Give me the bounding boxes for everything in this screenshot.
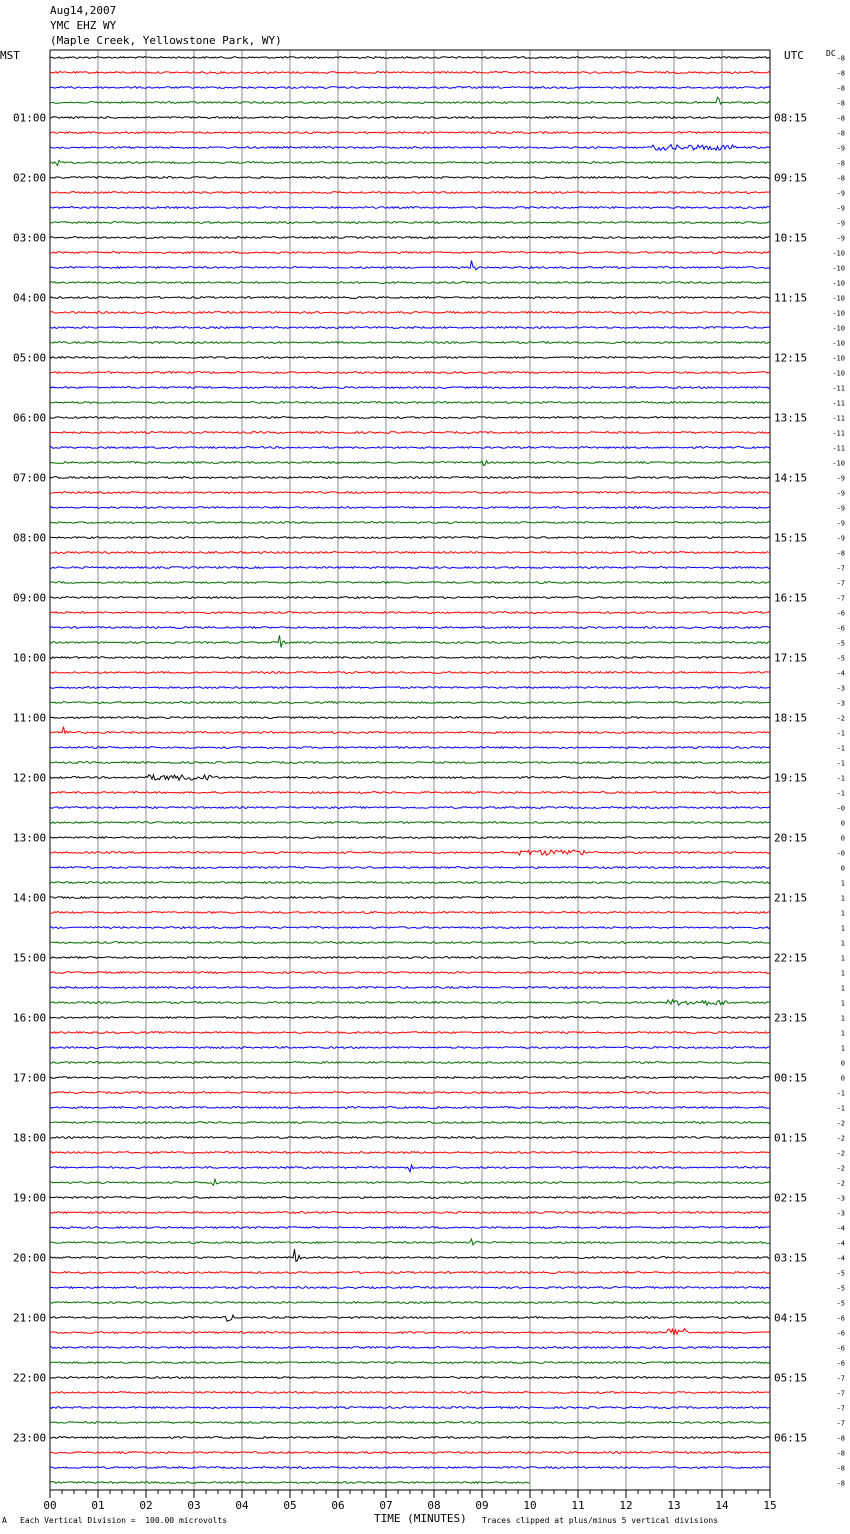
mst-hour-label: 22:00 [13,1371,47,1385]
dc-offset-label: -8 [836,1479,845,1488]
dc-offset-label: -9 [836,204,845,213]
utc-hour-label: 05:15 [774,1371,808,1385]
seismic-trace [50,912,770,914]
dc-offset-label: -4 [836,1254,845,1263]
seismic-trace [50,417,770,419]
seismic-trace [50,1017,770,1019]
dc-offset-label: -9 [836,534,845,543]
dc-offset-label: -5 [836,1269,845,1278]
dc-offset-label: -5 [836,654,845,663]
dc-offset-label: -7 [836,1374,845,1383]
dc-offset-label: -10 [832,369,845,378]
dc-offset-label: -1 [836,1089,845,1098]
utc-hour-label: 06:15 [774,1431,808,1445]
dc-offset-label: -7 [836,1389,845,1398]
utc-hour-label: 01:15 [774,1131,808,1145]
dc-offset-label: 0 [840,864,845,873]
scale-note: Each Vertical Division = 100.00 microvolts [20,1516,228,1525]
dc-offset-label: -1 [836,789,845,798]
mst-hour-label: 10:00 [13,651,47,665]
dc-offset-label: -8 [836,54,845,63]
seismic-trace [50,477,770,479]
utc-hour-label: 16:15 [774,591,808,605]
dc-offset-label: 1 [840,909,845,918]
dc-offset-label: 1 [840,894,845,903]
dc-offset-label: -2 [836,1134,845,1143]
seismic-trace [50,1302,770,1304]
seismic-trace [50,1452,770,1454]
seismic-trace [50,1179,770,1185]
dc-offset-label: -2 [836,1179,845,1188]
dc-offset-label: -8 [836,84,845,93]
mst-hour-label: 12:00 [13,771,47,785]
dc-offset-label: 1 [840,969,845,978]
x-tick-label: 09 [475,1499,489,1512]
seismic-trace [50,1249,770,1261]
utc-hour-label: 04:15 [774,1311,808,1325]
dc-offset-label: -0 [836,849,845,858]
dc-offset-label: -1 [836,744,845,753]
seismic-trace [50,1077,770,1079]
seismic-trace [50,1315,770,1321]
dc-offset-label: -1 [836,1104,845,1113]
mst-hour-label: 09:00 [13,591,47,605]
dc-offset-label: 0 [840,1074,845,1083]
station-code: YMC EHZ WY [50,19,117,32]
x-tick-label: 02 [139,1499,153,1512]
seismic-trace [50,657,770,659]
seismic-trace [50,597,770,599]
utc-hour-label: 08:15 [774,111,808,125]
dc-offset-label: -8 [836,549,845,558]
utc-hour-label: 22:15 [774,951,808,965]
dc-offset-label: -10 [832,339,845,348]
dc-offset-label: -9 [836,219,845,228]
mst-hour-label: 16:00 [13,1011,47,1025]
dc-offset-label: -10 [832,264,845,273]
dc-offset-label: -1 [836,729,845,738]
utc-hour-label: 21:15 [774,891,808,905]
utc-hour-label: 09:15 [774,171,808,185]
seismic-trace [50,850,770,855]
dc-offset-label: -8 [836,174,845,183]
seismic-trace [50,1212,770,1214]
mst-hour-label: 03:00 [13,231,47,245]
dc-offset-label: -10 [832,279,845,288]
seismic-trace [50,687,770,689]
seismic-trace [50,672,770,674]
dc-offset-label: -10 [832,324,845,333]
dc-offset-label: -5 [836,1284,845,1293]
seismic-trace [50,132,770,134]
dc-offset-label: -4 [836,1224,845,1233]
dc-offset-label: -8 [836,1434,845,1443]
seismic-trace [50,1392,770,1394]
dc-offset-label: -7 [836,579,845,588]
seismic-trace [50,237,770,239]
seismic-trace [50,1362,770,1364]
seismic-trace [50,160,770,165]
dc-offset-label: 0 [840,819,845,828]
dc-offset-label: -5 [836,639,845,648]
dc-offset-label: -11 [832,384,845,393]
dc-offset-label: 1 [840,1029,845,1038]
dc-offset-label: -8 [836,99,845,108]
dc-offset-label: -8 [836,159,845,168]
dc-offset-label: 1 [840,939,845,948]
x-tick-label: 08 [427,1499,441,1512]
seismic-trace [50,942,770,944]
seismic-trace [50,867,770,869]
seismic-trace [50,261,770,270]
dc-offset-label: -3 [836,1194,845,1203]
dc-offset-label: 0 [840,834,845,843]
seismic-trace [50,1347,770,1349]
utc-hour-label: 11:15 [774,291,808,305]
dc-offset-label: -7 [836,1404,845,1413]
dc-offset-label: 1 [840,879,845,888]
seismic-trace [50,1329,770,1335]
mst-hour-label: 07:00 [13,471,47,485]
seismic-trace [50,807,770,809]
seismic-trace [50,1272,770,1274]
dc-offset-label: -3 [836,1209,845,1218]
utc-hour-label: 19:15 [774,771,808,785]
dc-offset-label: 1 [840,984,845,993]
dc-offset-label: -6 [836,1329,845,1338]
seismic-trace [50,222,770,224]
mst-hour-label: 15:00 [13,951,47,965]
seismic-trace [50,1000,770,1006]
dc-offset-label: -10 [832,249,845,258]
dc-offset-label: -5 [836,1299,845,1308]
seismic-trace [50,432,770,434]
dc-offset-label: -10 [832,294,845,303]
x-tick-label: 12 [619,1499,633,1512]
dc-offset-label: -6 [836,1344,845,1353]
seismic-trace [50,1377,770,1379]
dc-offset-label: -9 [836,519,845,528]
seismic-trace [50,1107,770,1109]
dc-offset-label: -8 [836,1449,845,1458]
dc-offset-label: -3 [836,699,845,708]
seismic-trace [50,1437,770,1439]
x-tick-label: 10 [523,1499,537,1512]
dc-offset-label: -2 [836,1119,845,1128]
seismic-trace [50,627,770,629]
seismic-trace [50,252,770,254]
dc-offset-label: -8 [836,1464,845,1473]
utc-hour-label: 03:15 [774,1251,808,1265]
dc-offset-label: -6 [836,1314,845,1323]
seismic-trace [50,177,770,179]
x-tick-label: 11 [571,1499,585,1512]
mst-hour-label: 23:00 [13,1431,47,1445]
utc-hour-label: 15:15 [774,531,808,545]
seismic-trace [50,461,770,466]
dc-offset-label: -9 [836,144,845,153]
x-tick-label: 01 [91,1499,105,1512]
dc-offset-label: -11 [832,444,845,453]
dc-offset-label: -9 [836,489,845,498]
dc-offset-label: -6 [836,609,845,618]
seismic-trace [50,1287,770,1289]
seismic-trace [50,987,770,989]
x-tick-label: 14 [715,1499,729,1512]
dc-offset-label: -9 [836,189,845,198]
dc-offset-label: -11 [832,429,845,438]
utc-hour-label: 10:15 [774,231,808,245]
seismic-trace [50,792,770,794]
seismic-trace [50,297,770,299]
dc-offset-label: -11 [832,399,845,408]
seismic-trace [50,957,770,959]
seismic-trace [50,882,770,884]
dc-offset-label: -6 [836,624,845,633]
station-location: (Maple Creek, Yellowstone Park, WY) [50,34,282,47]
x-tick-label: 15 [763,1499,777,1512]
mst-hour-label: 18:00 [13,1131,47,1145]
dc-offset-label: -3 [836,684,845,693]
mst-hour-label: 04:00 [13,291,47,305]
seismic-trace [50,1239,770,1245]
seismic-trace [50,207,770,209]
seismic-trace [50,1227,770,1229]
dc-offset-label: 1 [840,999,845,1008]
seismic-trace [50,447,770,449]
seismic-trace [50,635,770,647]
dc-offset-label: 1 [840,1044,845,1053]
mst-hour-label: 11:00 [13,711,47,725]
seismic-trace [50,837,770,839]
dc-offset-label: -4 [836,1239,845,1248]
utc-hour-label: 23:15 [774,1011,808,1025]
seismic-trace [50,1092,770,1094]
dc-offset-label: -9 [836,234,845,243]
seismic-trace [50,1407,770,1409]
utc-hour-label: 02:15 [774,1191,808,1205]
dc-offset-label: -2 [836,1149,845,1158]
mst-hour-label: 13:00 [13,831,47,845]
seismic-trace [50,1165,770,1172]
seismic-trace [50,1122,770,1124]
dc-offset-label: -10 [832,354,845,363]
utc-hour-label: 17:15 [774,651,808,665]
seismic-trace [50,612,770,614]
x-tick-label: 03 [187,1499,201,1512]
seismic-trace [50,57,770,59]
seismic-trace [50,582,770,584]
seismic-trace [50,1137,770,1139]
seismic-trace [50,1062,770,1064]
seismic-trace [50,145,770,151]
seismic-trace [50,507,770,509]
utc-hour-label: 20:15 [774,831,808,845]
dc-offset-label: -2 [836,714,845,723]
x-tick-label: 00 [43,1499,57,1512]
seismic-trace [50,282,770,284]
utc-hour-label: 14:15 [774,471,808,485]
dc-offset-label: -2 [836,1164,845,1173]
mst-hour-label: 21:00 [13,1311,47,1325]
dc-offset-label: -6 [836,1359,845,1368]
seismic-trace [50,1422,770,1424]
dc-offset-label: -1 [836,759,845,768]
x-tick-label: 04 [235,1499,249,1512]
mst-hour-label: 17:00 [13,1071,47,1085]
x-tick-label: 13 [667,1499,681,1512]
dc-offset-label: -7 [836,594,845,603]
dc-offset-header: DC [826,49,836,58]
dc-offset-label: -11 [832,414,845,423]
mst-hour-label: 08:00 [13,531,47,545]
dc-offset-label: -8 [836,114,845,123]
seismic-trace [50,402,770,404]
plot-date: Aug14,2007 [50,4,117,17]
plot-frame [50,50,770,1490]
seismic-trace [50,552,770,554]
dc-offset-label: -9 [836,474,845,483]
x-tick-label: 05 [283,1499,297,1512]
right-timezone-label: UTC [784,49,804,62]
dc-offset-label: -7 [836,564,845,573]
seismic-trace [50,567,770,569]
utc-hour-label: 12:15 [774,351,808,365]
seismic-trace [50,312,770,314]
seismic-trace [50,192,770,194]
utc-hour-label: 13:15 [774,411,808,425]
seismic-trace [50,897,770,899]
left-timezone-label: MST [0,49,20,62]
seismic-trace [50,717,770,719]
seismic-trace [50,1032,770,1034]
dc-offset-label: 0 [840,1059,845,1068]
mst-hour-label: 20:00 [13,1251,47,1265]
seismic-trace [50,972,770,974]
seismic-trace [50,87,770,89]
dc-offset-label: -4 [836,669,845,678]
dc-offset-label: -10 [832,459,845,468]
mst-hour-label: 06:00 [13,411,47,425]
dc-offset-label: -10 [832,309,845,318]
seismic-trace [50,1047,770,1049]
dc-offset-label: 1 [840,1014,845,1023]
seismic-trace [50,97,770,104]
dc-offset-label: 1 [840,954,845,963]
mst-hour-label: 05:00 [13,351,47,365]
dc-offset-label: -0 [836,804,845,813]
seismic-trace [50,537,770,539]
seismic-trace [50,762,770,764]
seismic-trace [50,357,770,359]
seismic-trace [50,492,770,494]
seismic-trace [50,927,770,929]
seismic-trace [50,1152,770,1154]
mst-hour-label: 01:00 [13,111,47,125]
dc-offset-label: -8 [836,129,845,138]
seismic-trace [50,1197,770,1199]
x-axis-title: TIME (MINUTES) [374,1512,467,1525]
dc-offset-label: 1 [840,924,845,933]
seismic-trace [50,522,770,524]
utc-hour-label: 00:15 [774,1071,808,1085]
seismic-trace [50,327,770,329]
mst-hour-label: 02:00 [13,171,47,185]
corner-mark: A [2,1516,7,1525]
seismic-trace [50,822,770,824]
seismic-trace [50,372,770,374]
dc-offset-label: -9 [836,504,845,513]
dc-offset-label: -8 [836,69,845,78]
seismic-trace [50,117,770,119]
x-tick-label: 07 [379,1499,393,1512]
seismic-trace [50,747,770,749]
dc-offset-label: -7 [836,1419,845,1428]
seismic-trace [50,72,770,74]
x-tick-label: 06 [331,1499,345,1512]
clip-note: Traces clipped at plus/minus 5 vertical divisions [482,1516,719,1525]
mst-hour-label: 19:00 [13,1191,47,1205]
seismic-trace [50,387,770,389]
seismic-trace [50,342,770,344]
seismic-trace [50,727,770,734]
dc-offset-label: -1 [836,774,845,783]
mst-hour-label: 14:00 [13,891,47,905]
utc-hour-label: 18:15 [774,711,808,725]
seismic-trace [50,1467,770,1469]
seismic-trace [50,775,770,780]
seismic-trace [50,702,770,704]
